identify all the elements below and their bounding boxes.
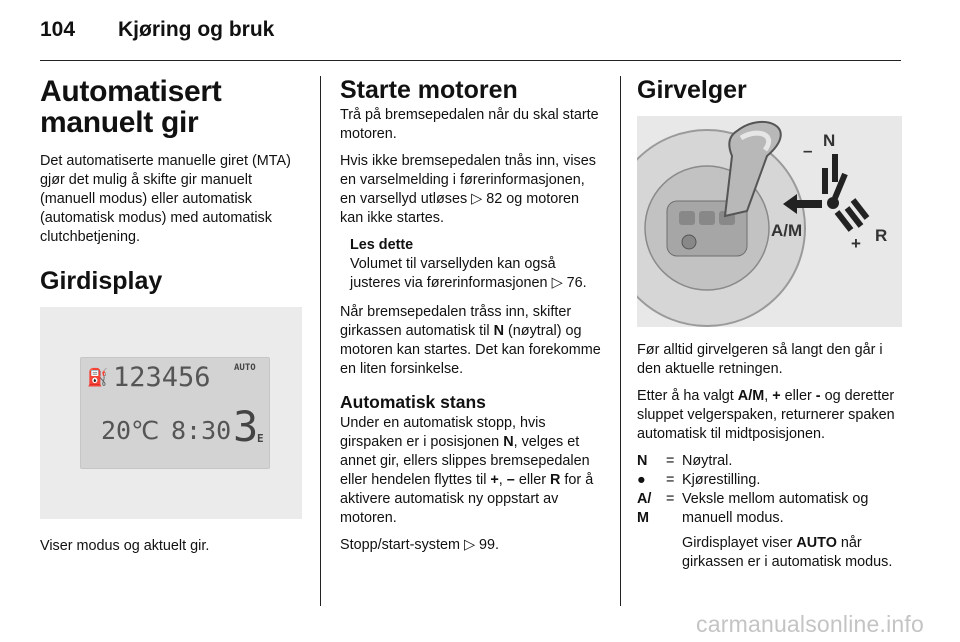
column-1 — [40, 76, 302, 564]
gear-display-figure — [40, 307, 302, 519]
figure-label-minus: – — [803, 141, 813, 160]
legend-text: Veksle mellom automatisk og manuell modus. — [682, 491, 869, 526]
stop-paragraph-1: Under en automatisk stopp, hvis girspaken er i posisjonen N, velges et annet gir, ellers slippes bremsepedalen eller hendelen flyttes til +, – eller R for å aktivere automatisk ny oppstart av motoren. — [340, 415, 594, 526]
fuel-icon: ⛽ — [87, 368, 109, 388]
figure-label-r: R — [875, 226, 888, 245]
column-3 — [637, 76, 902, 572]
page-number: 104 — [40, 18, 76, 41]
stop-paragraph-2: Stopp/start-system ▷ 99. — [340, 537, 500, 553]
legend-key: A/ M — [637, 491, 652, 526]
gear-selector-figure — [637, 116, 902, 327]
page-ref-icon: ▷ — [471, 191, 483, 207]
odometer-digits: 123456 — [113, 362, 211, 393]
column-divider-1 — [320, 76, 321, 606]
legend-extra-text: Girdisplayet viser AUTO når girkassen er i automatisk modus. — [682, 535, 893, 570]
legend-text: Kjørestilling. — [682, 472, 761, 488]
subheading-girdisplay: Girdisplay — [40, 267, 163, 295]
start-paragraph-1: Trå på bremsepedalen når du skal starte motoren. — [340, 107, 599, 142]
note-box — [340, 236, 602, 293]
gear-legend — [637, 452, 902, 572]
lcd-panel — [80, 357, 270, 469]
clock-readout: 8:30 — [171, 416, 232, 445]
selector-paragraph-2: Etter å ha valgt A/M, + eller - og deretter sluppet velgerspaken, returnerer spaken automatisk til midtposisjonen. — [637, 388, 895, 442]
figure-caption: Viser modus og aktuelt gir. — [40, 538, 210, 554]
legend-row: N = Nøytral. — [637, 452, 902, 471]
figure-label-am: A/M — [771, 221, 803, 240]
heading-starte-motoren: Starte motoren — [340, 76, 518, 104]
legend-key: ● — [637, 472, 646, 488]
column-2 — [340, 76, 602, 563]
figure-label-n: N — [823, 131, 836, 150]
figure-label-plus: + — [851, 234, 861, 253]
heading-automatisk-stans: Automatisk stans — [340, 392, 486, 412]
auto-indicator: AUTO — [234, 363, 256, 373]
intro-paragraph: Det automatiserte manuelle giret (MTA) gjør det mulig å skifte gir manuelt (manuell modus) eller automatisk (automatisk modus) med automatisk clutchbetjening. — [40, 153, 291, 245]
legend-row: ● = Kjørestilling. — [637, 471, 902, 490]
temperature-readout: 20℃ — [101, 416, 160, 445]
page-ref-icon: ▷ — [463, 537, 476, 553]
legend-text: Nøytral. — [682, 453, 733, 469]
gear-lever-illustration — [637, 116, 902, 327]
legend-key: N — [637, 453, 648, 469]
selector-paragraph-1: Før alltid girvelgeren så langt den går i den aktuelle retningen. — [637, 342, 883, 377]
chapter-title: Kjøring og bruk — [118, 18, 275, 41]
start-paragraph-3: Når bremsepedalen tråss inn, skifter girkassen automatisk til N (nøytral) og motoren kan startes. Det kan forekomme en liten forsinkelse. — [340, 304, 601, 377]
gear-digit: 3 — [233, 402, 259, 451]
note-title: Les dette — [350, 237, 414, 253]
legend-row: A/ M = Veksle mellom automatisk og manuell modus. — [637, 490, 902, 528]
heading-girvelger: Girvelger — [637, 76, 747, 104]
legend-extra-row — [637, 528, 902, 572]
column-divider-2 — [620, 76, 621, 606]
gear-suffix: E — [257, 432, 264, 445]
page-ref-icon: ▷ — [551, 275, 563, 291]
header-rule — [40, 60, 901, 61]
watermark: carmanualsonline.info — [696, 611, 924, 637]
note-text: Volumet til varsellyden kan også justeres via førerinformasjonen ▷ 76. — [350, 256, 587, 291]
section-heading-mta: Automatisert manuelt gir — [40, 75, 222, 139]
start-paragraph-2: Hvis ikke bremsepedalen tnås inn, vises en varselmelding i førerinformasjonen, en varsellyd utløses ▷ 82 og motoren kan ikke startes. — [340, 153, 596, 226]
